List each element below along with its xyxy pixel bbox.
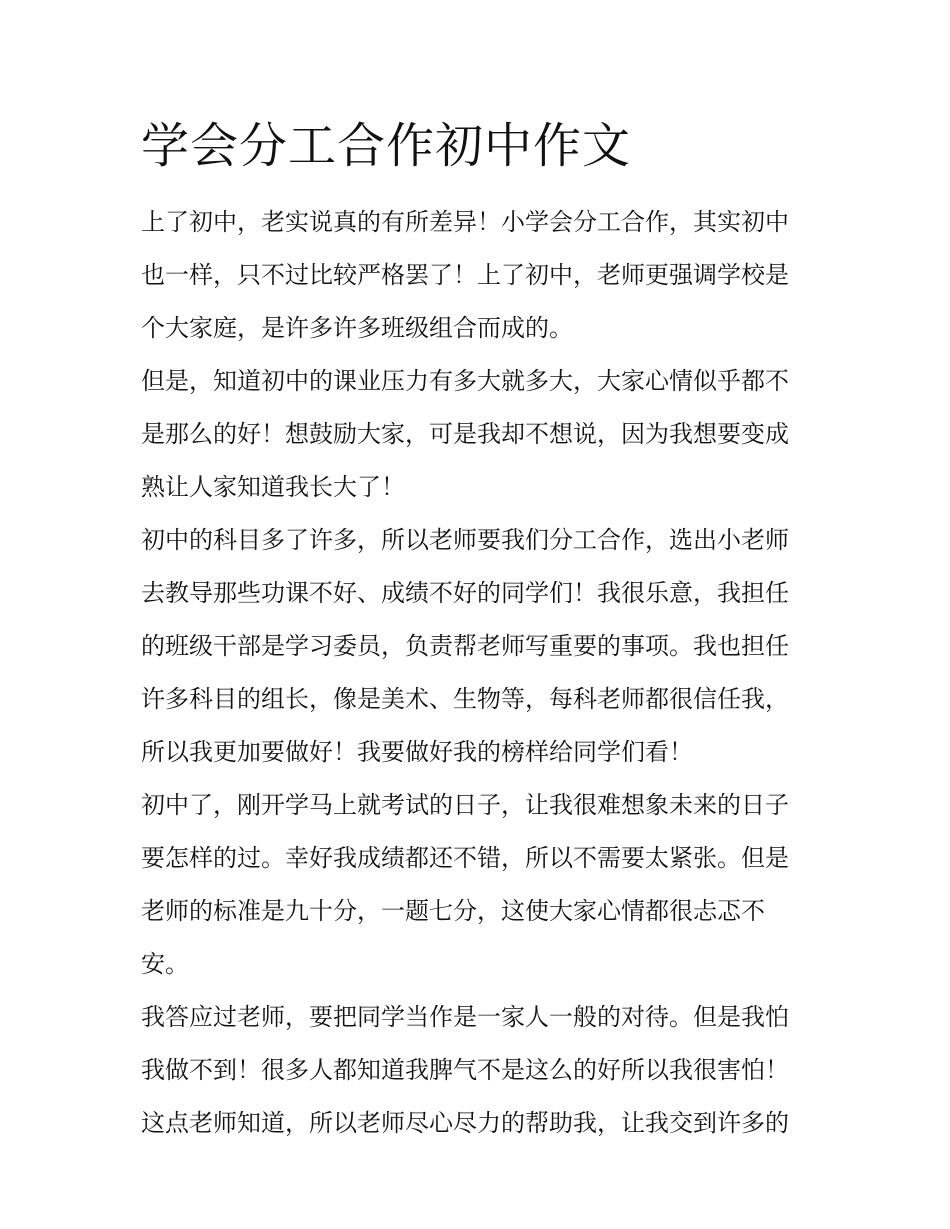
text-line: 也一样，只不过比较严格罢了！上了初中，老师更强调学校是 xyxy=(141,261,789,289)
text-line: 要怎样的过。幸好我成绩都还不错，所以不需要太紧张。但是 xyxy=(141,844,789,872)
page-title: 学会分工合作初中作文 xyxy=(141,118,632,174)
essay-body xyxy=(141,196,813,1150)
text-line: 许多科目的组长，像是美术、生物等，每科老师都很信任我， xyxy=(141,685,789,713)
text-line: 初中的科目多了许多，所以老师要我们分工合作，选出小老师 xyxy=(141,526,789,554)
text-line: 熟让人家知道我长大了！ xyxy=(141,473,405,501)
text-line: 安。 xyxy=(141,950,189,978)
text-line: 个大家庭，是许多许多班级组合而成的。 xyxy=(141,314,573,342)
text-line: 老师的标准是九十分，一题七分，这使大家心情都很忐忑不 xyxy=(141,897,765,925)
text-line: 去教导那些功课不好、成绩不好的同学们！我很乐意，我担任 xyxy=(141,579,789,607)
text-line: 初中了，刚开学马上就考试的日子，让我很难想象未来的日子 xyxy=(141,791,789,819)
text-line: 上了初中，老实说真的有所差异！小学会分工合作，其实初中 xyxy=(141,208,789,236)
text-line: 所以我更加要做好！我要做好我的榜样给同学们看！ xyxy=(141,738,693,766)
document-page xyxy=(141,110,813,1150)
text-line: 但是，知道初中的课业压力有多大就多大，大家心情似乎都不 xyxy=(141,367,789,395)
text-line: 我做不到！很多人都知道我脾气不是这么的好所以我很害怕！ xyxy=(141,1056,789,1084)
text-line: 我答应过老师，要把同学当作是一家人一般的对待。但是我怕 xyxy=(141,1003,789,1031)
text-line: 是那么的好！想鼓励大家，可是我却不想说，因为我想要变成 xyxy=(141,420,789,448)
text-line: 的班级干部是学习委员，负责帮老师写重要的事项。我也担任 xyxy=(141,632,789,660)
text-line: 这点老师知道，所以老师尽心尽力的帮助我，让我交到许多的 xyxy=(141,1109,789,1137)
